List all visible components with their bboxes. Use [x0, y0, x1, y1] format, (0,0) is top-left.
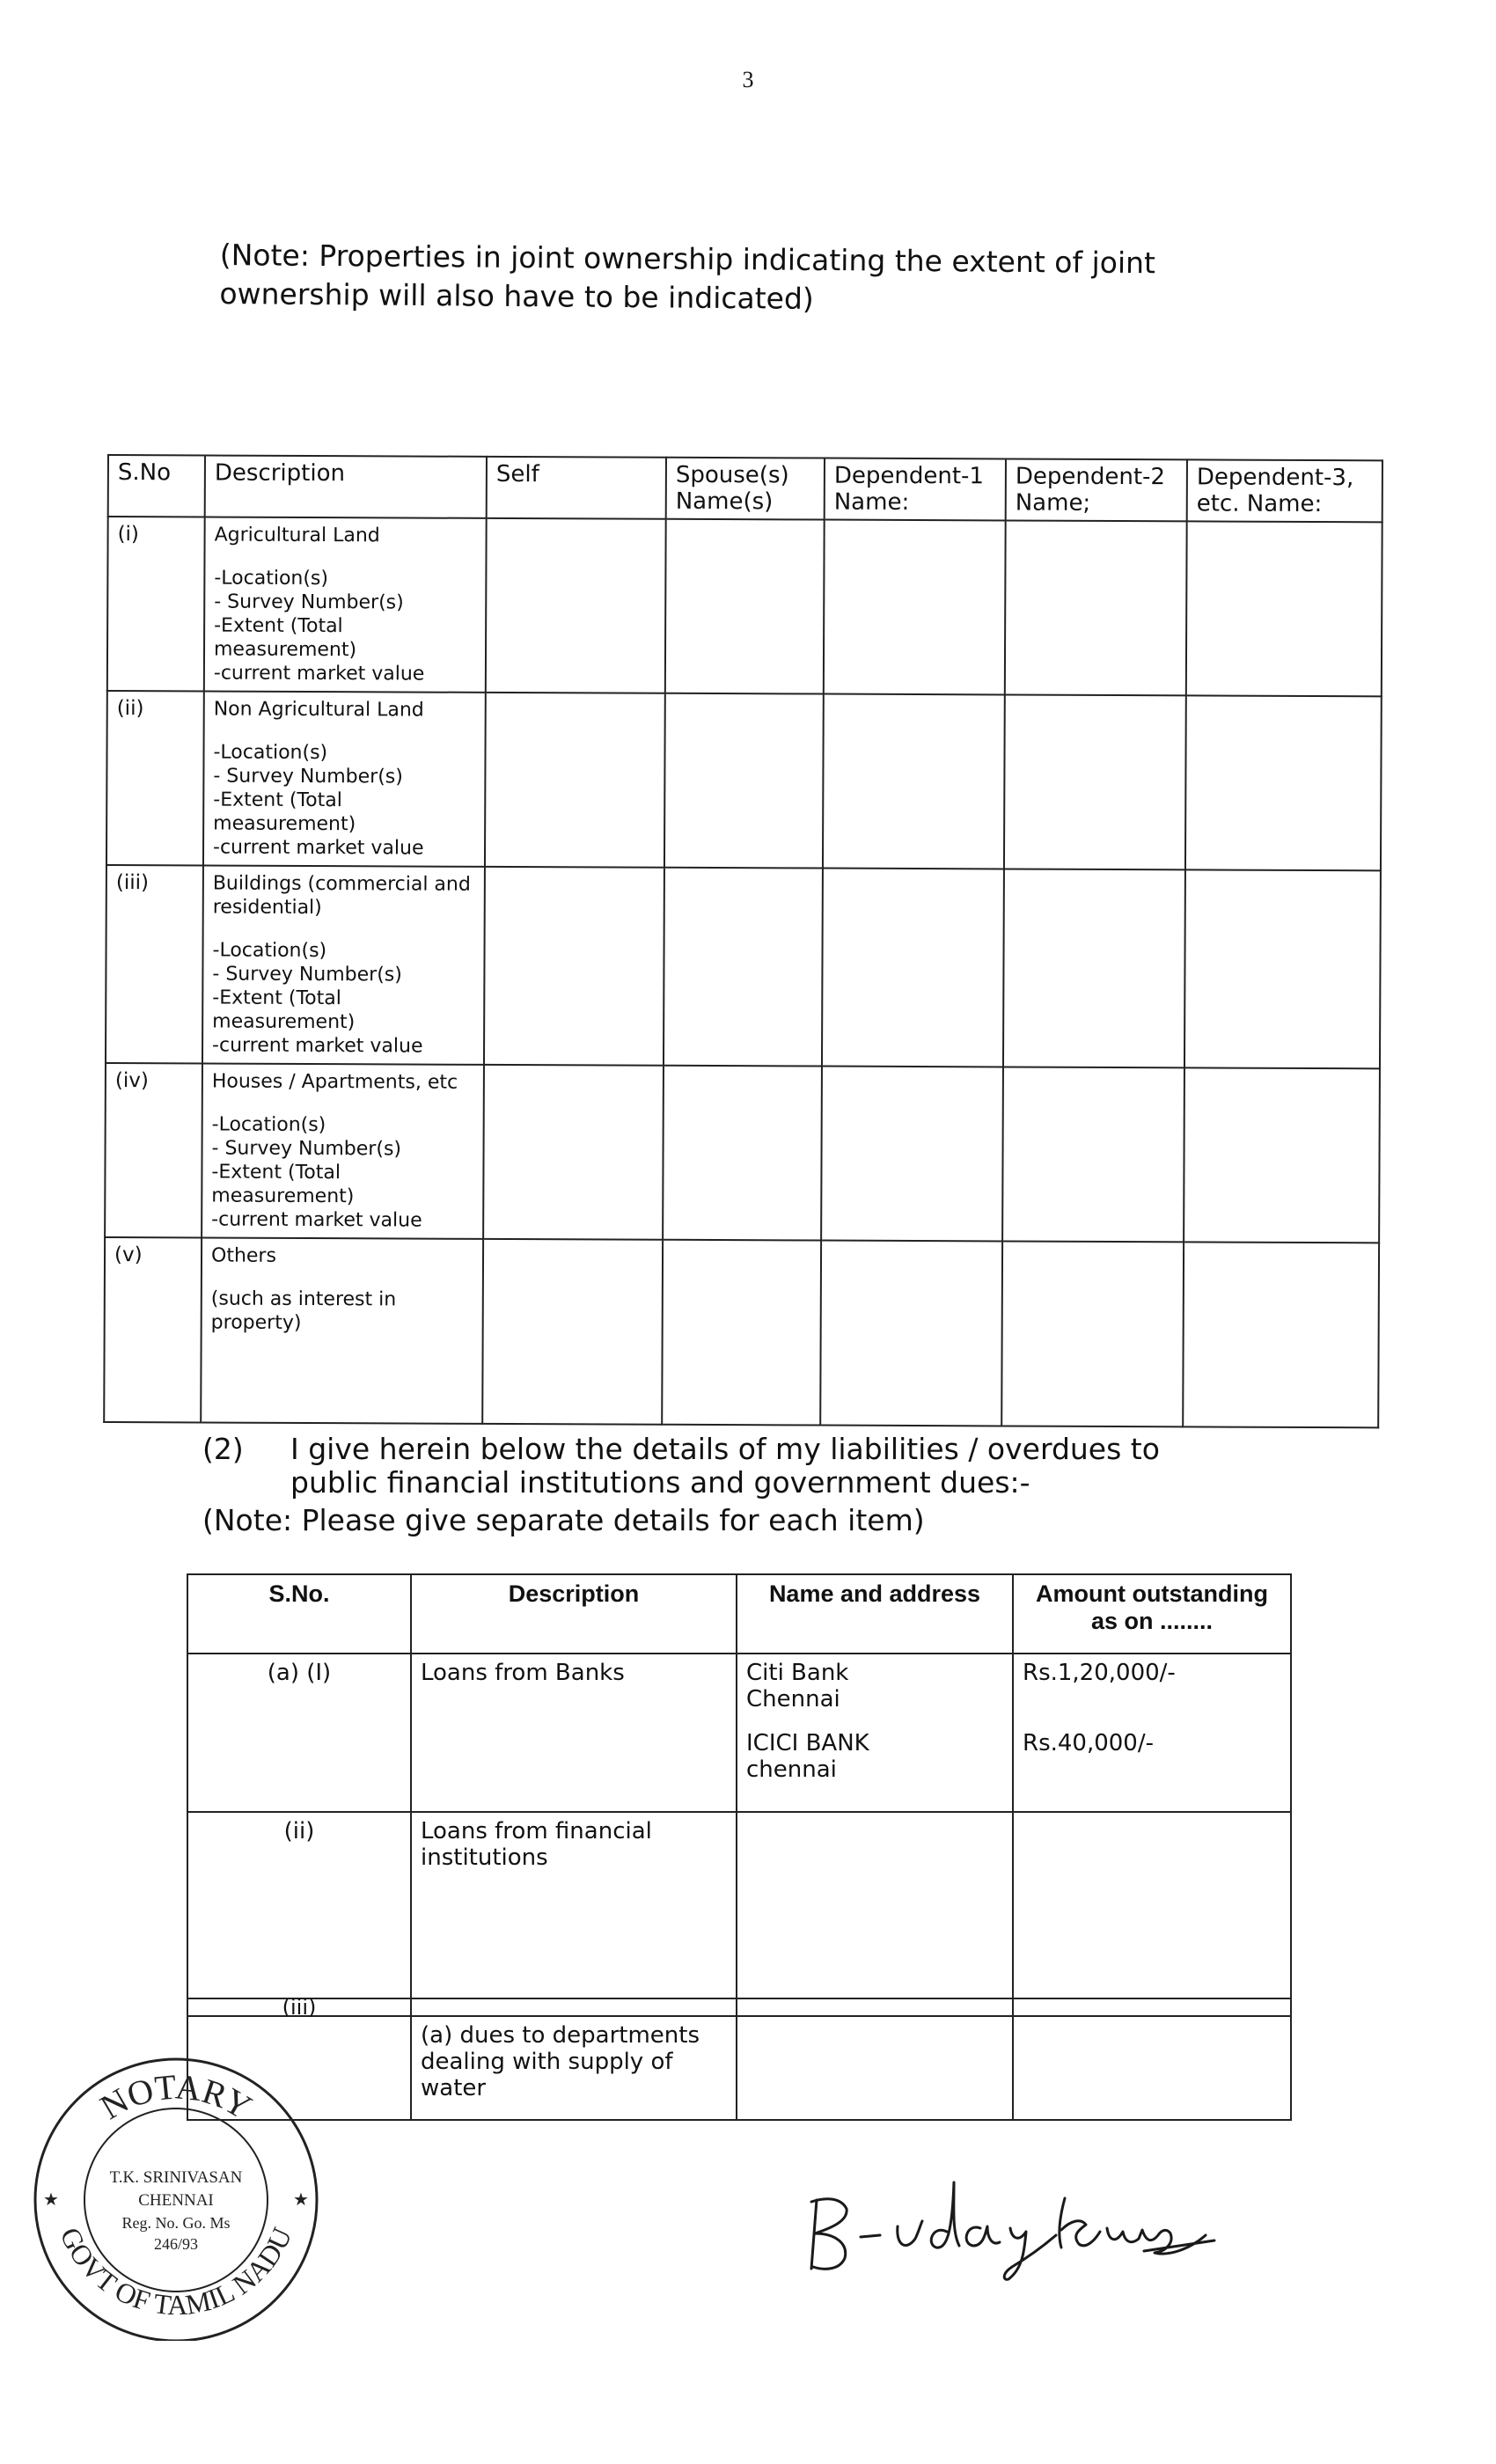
row-title: Agricultural Land: [214, 524, 380, 547]
dependent-3-cell: [1183, 1242, 1379, 1427]
joint-ownership-note: (Note: Properties in joint ownership indicating the extent of joint ownership will also have to be indicated): [219, 237, 1156, 316]
row-title: Buildings (commercial and residential): [212, 872, 471, 920]
row-description: [204, 517, 487, 692]
row-description: [411, 1998, 737, 2016]
dependent-1-cell: [822, 869, 1004, 1067]
detail-line: -current market value: [213, 662, 425, 686]
stamp-reg-no: 246/93: [153, 2235, 199, 2253]
row-title: Non Agricultural Land: [213, 698, 424, 722]
header-dependent-3: Dependent-3, etc. Name:: [1187, 459, 1382, 522]
self-cell: [482, 1239, 663, 1425]
header-sno: S.No.: [187, 1574, 411, 1654]
table-row: [107, 517, 1382, 696]
header-description: Description: [411, 1574, 737, 1654]
page-number: 3: [742, 67, 754, 92]
detail-line: -Extent (Total measurement): [212, 986, 356, 1034]
amount-cell: [1013, 2016, 1291, 2120]
row-description: [202, 1063, 484, 1238]
name-address-cell: [737, 2016, 1013, 2120]
dependent-1-cell: [821, 1067, 1003, 1242]
dependent-2-cell: [1004, 694, 1186, 869]
table-row: [187, 1812, 1291, 1998]
svg-text:NOTARY: [93, 2066, 259, 2127]
liabilities-header-row: [187, 1574, 1291, 1654]
row-description: [203, 691, 486, 866]
liabilities-number: (2): [202, 1432, 244, 1466]
row-sno: (iv): [105, 1063, 202, 1237]
dependent-2-cell: [1003, 869, 1185, 1067]
detail-line: - Survey Number(s): [213, 765, 403, 788]
spouse-cell: [663, 1066, 822, 1241]
header-dependent-2: Dependent-2 Name;: [1006, 458, 1187, 521]
row-description: [201, 1237, 483, 1423]
lender-name: Citi Bank Chennai: [746, 1660, 849, 1712]
self-cell: [485, 693, 665, 868]
dependent-2-cell: [1005, 520, 1187, 695]
dependent-2-cell: [1002, 1067, 1184, 1242]
header-spouse: Spouse(s) Name(s): [666, 458, 825, 520]
detail-line: -Location(s): [214, 567, 329, 590]
table-row: [187, 1998, 1291, 2016]
detail-line: -Extent (Total measurement): [211, 1161, 355, 1208]
amount-cell: [1013, 1812, 1291, 1998]
detail-line: -current market value: [212, 1034, 423, 1058]
detail-line: -current market value: [212, 836, 424, 860]
header-amount: Amount outstanding as on ........: [1013, 1574, 1291, 1654]
detail-line: -Extent (Total measurement): [213, 614, 357, 662]
dependent-3-cell: [1186, 521, 1382, 696]
signature: [792, 2147, 1232, 2288]
notary-stamp: [18, 2042, 334, 2341]
liabilities-heading: [202, 1433, 1258, 1500]
detail-line: -Location(s): [212, 939, 327, 963]
name-address-cell: [737, 1654, 1013, 1812]
row-sno: (v): [104, 1237, 202, 1422]
self-cell: [483, 1065, 664, 1240]
signature-text: E-udaykumar: [792, 2147, 798, 2148]
row-description: (a) dues to departments dealing with supply of water: [411, 2016, 737, 2120]
dependent-3-cell: [1184, 869, 1381, 1068]
stamp-top-text: NOTARY: [93, 2066, 259, 2128]
row-sno: (ii): [187, 1812, 411, 1998]
liabilities-table: [187, 1573, 1292, 2121]
table-row: [105, 1063, 1380, 1243]
detail-line: -Location(s): [211, 1113, 326, 1137]
dependent-3-cell: [1185, 695, 1382, 870]
header-dependent-1: Dependent-1 Name:: [825, 458, 1006, 521]
row-description: [202, 865, 485, 1064]
assets-header-row: [108, 455, 1382, 522]
table-row: [106, 865, 1381, 1068]
self-cell: [486, 518, 666, 693]
lender-name: ICICI BANK chennai: [746, 1730, 869, 1783]
spouse-cell: [664, 693, 824, 869]
stamp-name: T.K. SRINIVASAN: [109, 2168, 243, 2187]
row-sno: (a) (I): [187, 1654, 411, 1812]
row-description: Loans from Banks: [411, 1654, 737, 1812]
dependent-2-cell: [1001, 1241, 1184, 1426]
detail-line: -current market value: [211, 1208, 422, 1232]
table-row: [187, 2016, 1291, 2120]
name-address-cell: [737, 1812, 1013, 1998]
header-description: Description: [205, 455, 487, 517]
row-title: Houses / Apartments, etc: [211, 1070, 458, 1094]
self-cell: [484, 867, 664, 1066]
liabilities-note: (Note: Please give separate details for each item): [202, 1503, 925, 1537]
detail-line: -Location(s): [213, 741, 328, 765]
stamp-reg: Reg. No. Go. Ms: [121, 2214, 231, 2232]
detail-line: - Survey Number(s): [211, 1137, 402, 1161]
spouse-cell: [662, 1240, 821, 1426]
row-title: Others: [210, 1244, 277, 1267]
star-icon: ★: [43, 2189, 59, 2210]
header-self: Self: [487, 457, 666, 519]
amount-cell: [1013, 1998, 1291, 2016]
row-sno: (i): [107, 517, 205, 691]
table-row: [104, 1237, 1379, 1427]
amount-value: Rs.1,20,000/-: [1023, 1660, 1176, 1686]
amount-value: Rs.40,000/-: [1023, 1730, 1154, 1756]
assets-table: [103, 454, 1383, 1428]
dependent-1-cell: [823, 694, 1005, 869]
star-icon: ★: [293, 2189, 309, 2210]
spouse-cell: [665, 519, 825, 694]
detail-line: - Survey Number(s): [214, 590, 404, 614]
detail-line: -Extent (Total measurement): [213, 788, 356, 836]
liabilities-heading-line2: public financial institutions and government dues:-: [290, 1465, 1030, 1500]
amount-cell: [1013, 1654, 1291, 1812]
name-address-cell: [737, 1998, 1013, 2016]
row-description: Loans from financial institutions: [411, 1812, 737, 1998]
header-sno: S.No: [108, 455, 205, 517]
detail-line: - Survey Number(s): [212, 963, 402, 986]
detail-line: (such as interest in property): [210, 1287, 397, 1334]
dependent-3-cell: [1184, 1067, 1380, 1243]
liabilities-heading-line1: I give herein below the details of my liabilities / overdues to: [290, 1432, 1160, 1466]
table-row: [106, 691, 1382, 870]
stamp-bottom-text: GOVT OF TAMIL NADU: [54, 2222, 298, 2321]
dependent-1-cell: [824, 520, 1006, 695]
row-sno: (ii): [106, 691, 204, 865]
header-name-address: Name and address: [737, 1574, 1013, 1654]
table-row: [187, 1654, 1291, 1812]
row-sno: (iii): [187, 1998, 411, 2016]
row-sno: (iii): [106, 865, 203, 1063]
spouse-cell: [664, 868, 823, 1067]
dependent-1-cell: [820, 1241, 1002, 1426]
stamp-city: CHENNAI: [138, 2191, 214, 2210]
